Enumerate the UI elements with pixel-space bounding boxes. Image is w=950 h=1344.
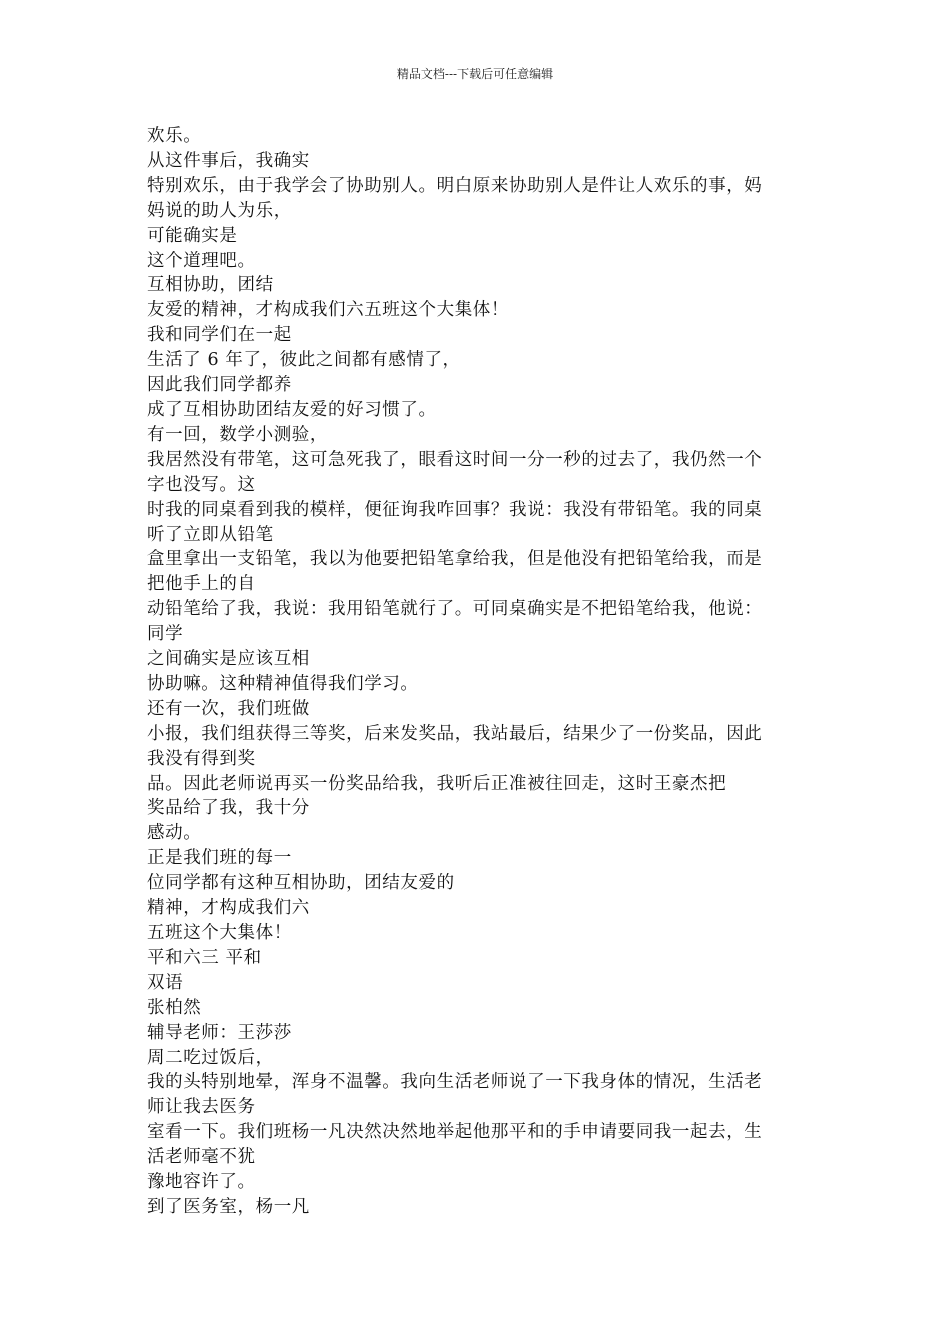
text-line: 因此我们同学都养 (147, 375, 292, 396)
text-line: 成了互相协助团结友爱的好习惯了。 (147, 399, 437, 420)
text-line: 正是我们班的每一 (147, 848, 292, 869)
text-line: 张柏然 (147, 997, 202, 1018)
text-line: 活老师毫不犹 (147, 1147, 256, 1168)
text-line: 豫地容许了。 (147, 1172, 256, 1193)
text-line: 到了医务室，杨一凡 (147, 1196, 310, 1217)
text-line: 我没有得到奖 (147, 748, 256, 769)
text-line: 特别欢乐，由于我学会了协助别人。明白原来协助别人是件让人欢乐的事，妈 (147, 175, 763, 196)
text-line: 生活了 6 年了，彼此之间都有感情了， (147, 350, 461, 371)
text-line: 位同学都有这种互相协助，团结友爱的 (147, 873, 455, 894)
text-line: 把他手上的自 (147, 574, 256, 595)
text-line: 双语 (147, 972, 184, 993)
text-line: 欢乐。 (147, 126, 202, 146)
text-line: 我和同学们在一起 (147, 325, 292, 346)
text-line: 这个道理吧。 (147, 250, 256, 271)
text-line: 五班这个大集体！ (147, 923, 292, 943)
text-line: 之间确实是应该互相 (147, 649, 310, 670)
text-line: 奖品给了我，我十分 (147, 798, 310, 819)
text-line: 我的头特别地晕，浑身不温馨。我向生活老师说了一下我身体的情况，生活老 (147, 1072, 763, 1093)
text-line: 字也没写。这 (147, 474, 256, 495)
text-line: 小报，我们组获得三等奖，后来发奖品，我站最后，结果少了一份奖品，因此 (147, 723, 763, 744)
text-line: 还有一次，我们班做 (147, 698, 310, 719)
text-line: 友爱的精神，才构成我们六五班这个大集体！ (147, 300, 509, 321)
text-line: 周二吃过饭后， (147, 1047, 274, 1068)
page-header: 精品文档---下载后可任意编辑 (396, 67, 554, 81)
text-line: 师让我去医务 (147, 1097, 256, 1118)
text-line: 协助嘛。这种精神值得我们学习。 (147, 673, 419, 694)
text-line: 动铅笔给了我，我说：我用铅笔就行了。可同桌确实是不把铅笔给我，他说： (147, 599, 763, 620)
text-line: 精神，才构成我们六 (147, 898, 310, 919)
document-body (147, 124, 803, 1220)
text-line: 互相协助，团结 (147, 275, 274, 296)
text-line: 感动。 (147, 823, 202, 844)
text-line: 我居然没有带笔，这可急死我了，眼看这时间一分一秒的过去了，我仍然一个 (147, 449, 763, 470)
text-line: 听了立即从铅笔 (147, 524, 274, 545)
text-line: 从这件事后，我确实 (147, 150, 310, 171)
text-line: 同学 (147, 624, 184, 645)
text-line: 平和六三 平和 (147, 947, 262, 968)
text-line: 可能确实是 (147, 225, 238, 246)
text-line: 品。因此老师说再买一份奖品给我，我听后正准被往回走，这时王豪杰把 (147, 773, 727, 794)
text-line: 盒里拿出一支铅笔，我以为他要把铅笔拿给我，但是他没有把铅笔给我，而是 (147, 549, 763, 570)
text-line: 有一回，数学小测验， (147, 424, 328, 445)
text-line: 辅导老师：王莎莎 (147, 1022, 292, 1043)
text-line: 妈说的助人为乐， (147, 200, 292, 221)
text-line: 室看一下。我们班杨一凡决然决然地举起他那平和的手申请要同我一起去，生 (147, 1122, 763, 1143)
text-line: 时我的同桌看到我的模样，便征询我咋回事？我说：我没有带铅笔。我的同桌 (147, 499, 763, 520)
